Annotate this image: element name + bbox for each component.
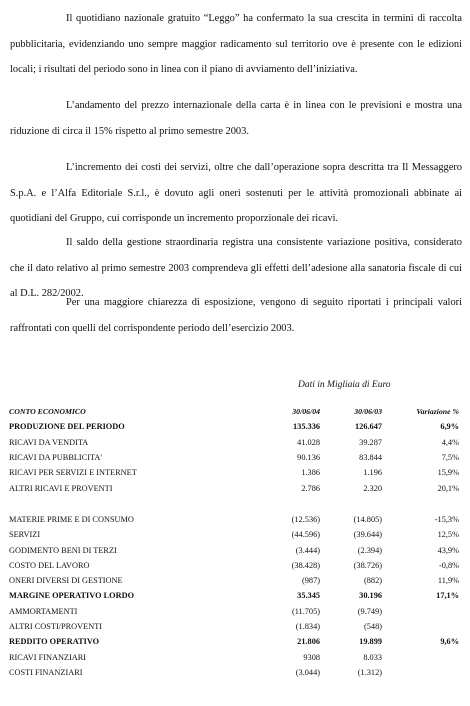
paragraph-gestione-straordinaria: Il saldo della gestione straordinaria registra una consistente variazione positiva, considerato che il dato relativo al primo semestre 2003 comprendeva gli effetti dell’adesione alla sanatoria fiscale di cui al D.L. 282/2002. bbox=[10, 237, 462, 299]
header-col-2003: 30/06/03 bbox=[354, 407, 382, 417]
value-2004: (987) bbox=[302, 576, 320, 586]
table-row bbox=[9, 480, 459, 495]
table-row bbox=[9, 512, 459, 527]
value-2003: (39.644) bbox=[353, 530, 382, 540]
row-label: COSTO DEL LAVORO bbox=[9, 560, 90, 570]
row-label: ALTRI COSTI/PROVENTI bbox=[9, 622, 103, 631]
row-label: MARGINE OPERATIVO LORDO bbox=[9, 591, 135, 601]
header-col-variation: Variazione % bbox=[416, 407, 459, 417]
value-variation: -15,3% bbox=[434, 514, 459, 524]
value-variation bbox=[382, 649, 459, 664]
value-2004: 1.386 bbox=[301, 468, 320, 478]
value-variation: 11,9% bbox=[437, 576, 459, 586]
unit-note: Dati in Migliaia di Euro bbox=[298, 380, 391, 390]
value-2004: 9308 bbox=[303, 652, 320, 662]
value-2004: 21.806 bbox=[297, 637, 320, 647]
table-row bbox=[9, 435, 459, 450]
value-2003: 8.033 bbox=[363, 652, 382, 662]
paragraph-esposizione: Per una maggiore chiarezza di esposizione, vengono di seguito riportati i principali valori raffrontati con quelli del corrispondente periodo dell’esercizio 2003. bbox=[10, 297, 462, 334]
row-label: AMMORTAMENTI bbox=[9, 606, 78, 616]
value-variation: 20,1% bbox=[437, 483, 459, 493]
value-2003: 1.196 bbox=[363, 468, 382, 478]
value-2003: 2.320 bbox=[363, 483, 382, 493]
value-2003: 19.899 bbox=[359, 637, 382, 647]
table-row bbox=[9, 558, 459, 573]
row-label: PRODUZIONE DEL PERIODO bbox=[9, 422, 125, 432]
table-row bbox=[9, 465, 459, 480]
row-label: RICAVI DA VENDITA bbox=[9, 437, 89, 447]
value-2004: (3.444) bbox=[295, 545, 320, 555]
table-row bbox=[9, 588, 459, 603]
table-row bbox=[9, 665, 459, 680]
table-row bbox=[9, 450, 459, 465]
row-label: MATERIE PRIME E DI CONSUMO bbox=[9, 514, 134, 524]
value-2004: (44.596) bbox=[291, 530, 320, 540]
value-2004: 41.028 bbox=[297, 437, 320, 447]
row-label: GODIMENTO BENI DI TERZI bbox=[9, 545, 117, 555]
value-2004: (1.834) bbox=[295, 622, 320, 631]
value-variation: 6,9% bbox=[440, 422, 459, 432]
value-2004: (12.536) bbox=[291, 514, 320, 524]
table-row bbox=[9, 604, 459, 619]
value-2003: 126.647 bbox=[355, 422, 382, 432]
value-variation: 12,5% bbox=[437, 530, 459, 540]
value-2004: 135.336 bbox=[293, 422, 320, 432]
value-2003: (2.394) bbox=[357, 545, 382, 555]
paragraph-leggo: Il quotidiano nazionale gratuito “Leggo” ha confermato la sua crescita in termini di raccolta pubblicitaria, evidenziando uno sempre maggior radicamento sul territorio ove è presente con le edizioni locali; i risultati del periodo sono in linea con il piano di avviamento dell’iniziativa. bbox=[10, 13, 462, 75]
value-2003: 30.196 bbox=[359, 591, 382, 601]
value-2004: 2.786 bbox=[301, 483, 320, 493]
row-label: REDDITO OPERATIVO bbox=[9, 637, 100, 647]
paragraph-carta: L’andamento del prezzo internazionale della carta è in linea con le previsioni e mostra una riduzione di circa il 15% rispetto al primo semestre 2003. bbox=[10, 100, 462, 137]
table-row bbox=[9, 573, 459, 588]
value-2003: (9.749) bbox=[357, 606, 382, 616]
value-variation bbox=[382, 665, 459, 680]
value-variation: 43,9% bbox=[437, 545, 459, 555]
value-2004: (38.428) bbox=[291, 560, 320, 570]
table-row bbox=[9, 496, 459, 512]
value-2003: (548) bbox=[364, 622, 382, 631]
table-header-row bbox=[9, 404, 459, 419]
value-2003: (14.805) bbox=[353, 514, 382, 524]
value-2003: (882) bbox=[364, 576, 382, 586]
row-label: RICAVI PER SERVIZI E INTERNET bbox=[9, 468, 137, 478]
value-2003: 83.844 bbox=[359, 453, 382, 463]
value-variation: 9,6% bbox=[440, 637, 459, 647]
value-2003: 39.287 bbox=[359, 437, 382, 447]
value-variation bbox=[382, 604, 459, 619]
row-label bbox=[9, 496, 244, 512]
row-label: SERVIZI bbox=[9, 530, 41, 540]
table-row bbox=[9, 619, 459, 634]
value-variation: 17,1% bbox=[436, 591, 459, 601]
value-variation: -0,8% bbox=[438, 560, 459, 570]
header-col-2004: 30/06/04 bbox=[292, 407, 320, 417]
table-row bbox=[9, 634, 459, 649]
value-2004 bbox=[244, 496, 320, 512]
paragraph-servizi: L’incremento dei costi dei servizi, oltre che dall’operazione sopra descritta tra Il Messaggero S.p.A. e l’Alfa Editoriale S.r.l., è dovuto agli oneri sostenuti per le attività promozionali abbinate ai quotidiani del Gruppo, cui corrisponde un incremento proporzionale dei ricavi. bbox=[10, 162, 462, 224]
value-2004: (11.705) bbox=[291, 606, 320, 616]
value-2003: (38.726) bbox=[353, 560, 382, 570]
value-2003 bbox=[320, 496, 382, 512]
value-2004: 90.136 bbox=[297, 453, 320, 463]
value-variation: 7,5% bbox=[441, 453, 459, 463]
row-label: RICAVI DA PUBBLICITA' bbox=[9, 453, 102, 463]
value-variation: 15,9% bbox=[437, 468, 459, 478]
row-label: ONERI DIVERSI DI GESTIONE bbox=[9, 576, 123, 586]
value-variation bbox=[382, 619, 459, 634]
table-row bbox=[9, 527, 459, 542]
table-row bbox=[9, 542, 459, 557]
value-2003: (1.312) bbox=[357, 667, 382, 677]
income-statement-table bbox=[9, 404, 459, 680]
row-label: ALTRI RICAVI E PROVENTI bbox=[9, 483, 113, 493]
value-variation bbox=[382, 496, 459, 512]
header-label: CONTO ECONOMICO bbox=[9, 407, 86, 417]
value-2004: (3.044) bbox=[295, 667, 320, 677]
value-2004: 35.345 bbox=[297, 591, 320, 601]
value-variation: 4,4% bbox=[441, 437, 459, 447]
row-label: COSTI FINANZIARI bbox=[9, 667, 83, 677]
row-label: RICAVI FINANZIARI bbox=[9, 652, 87, 662]
table-row bbox=[9, 649, 459, 664]
table-row bbox=[9, 419, 459, 434]
